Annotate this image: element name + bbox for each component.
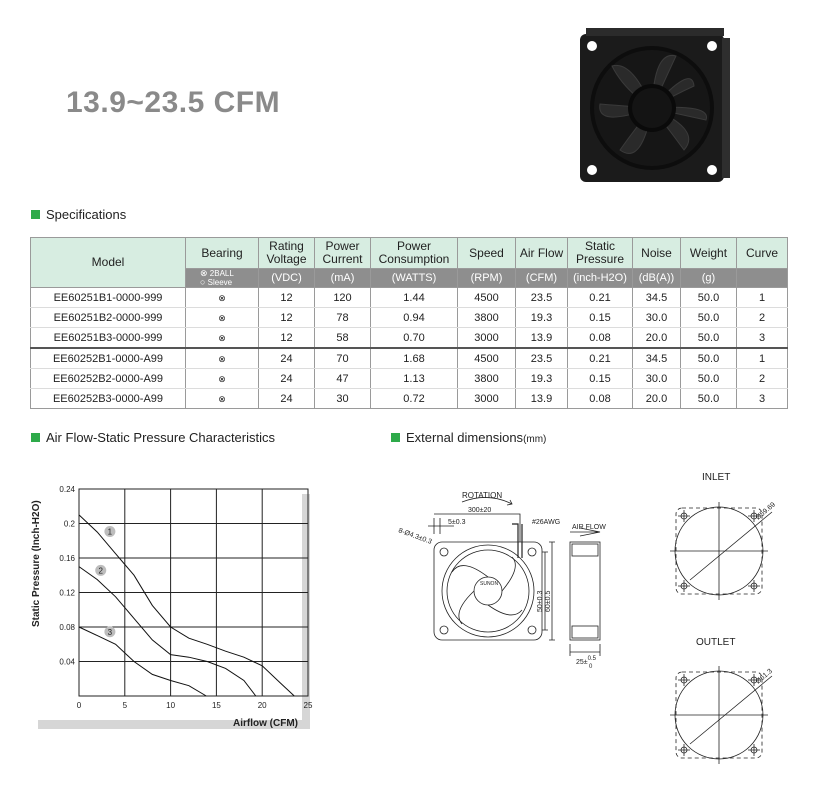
col-consumption: Power Consumption xyxy=(371,238,458,269)
cell-speed: 4500 xyxy=(458,288,516,308)
unit-weight: (g) xyxy=(681,269,737,288)
cell-airflow: 23.5 xyxy=(516,288,568,308)
cell-pressure: 0.21 xyxy=(568,348,633,369)
outlet-label: OUTLET xyxy=(696,637,736,648)
cell-current: 120 xyxy=(315,288,371,308)
cell-speed: 3000 xyxy=(458,328,516,349)
ball-bearing-icon: ⊗ xyxy=(186,369,259,389)
external-dimensions-drawing xyxy=(392,462,812,792)
cell-noise: 34.5 xyxy=(633,348,681,369)
section-bullet-icon xyxy=(31,210,40,219)
col-noise: Noise xyxy=(633,238,681,269)
x-tick-label: 20 xyxy=(257,701,267,710)
cell-voltage: 24 xyxy=(259,348,315,369)
mount-hole xyxy=(528,548,536,556)
y-tick-label: 0.04 xyxy=(59,657,75,667)
chart-background xyxy=(27,482,302,720)
table-row xyxy=(31,328,788,349)
unit-noise: (dB(A)) xyxy=(633,269,681,288)
inlet-diameter-label: Ø59.69 xyxy=(754,501,777,522)
cell-voltage: 12 xyxy=(259,288,315,308)
cell-model: EE60251B2-0000-999 xyxy=(31,308,186,328)
cell-curve: 3 xyxy=(737,328,788,349)
unit-curve xyxy=(737,269,788,288)
rotation-label: ROTATION xyxy=(462,491,503,500)
pq-chart xyxy=(27,482,313,729)
fan-front-ring xyxy=(442,545,534,637)
cell-power: 0.70 xyxy=(371,328,458,349)
cell-weight: 50.0 xyxy=(681,308,737,328)
inlet-label: INLET xyxy=(702,472,731,483)
cell-power: 1.13 xyxy=(371,369,458,389)
unit-speed: (RPM) xyxy=(458,269,516,288)
y-tick-label: 0.24 xyxy=(59,485,75,494)
unit-airflow: (CFM) xyxy=(516,269,568,288)
specifications-table xyxy=(30,237,788,409)
x-tick-label: 0 xyxy=(76,701,82,710)
cell-current: 78 xyxy=(315,308,371,328)
cell-pressure: 0.15 xyxy=(568,369,633,389)
cell-airflow: 23.5 xyxy=(516,348,568,369)
cell-voltage: 12 xyxy=(259,308,315,328)
mount-hole xyxy=(440,626,448,634)
brand-label: SUNON xyxy=(480,581,499,587)
table-row xyxy=(31,389,788,409)
col-speed: Speed xyxy=(458,238,516,269)
cell-current: 70 xyxy=(315,348,371,369)
cell-voltage: 12 xyxy=(259,328,315,349)
cell-current: 58 xyxy=(315,328,371,349)
table-row xyxy=(31,369,788,389)
outlet-diameter-label: Ø61.3 xyxy=(754,667,774,686)
cell-speed: 3800 xyxy=(458,308,516,328)
chart-heading: Air Flow-Static Pressure Characteristics xyxy=(31,430,275,445)
cell-power: 1.68 xyxy=(371,348,458,369)
cell-power: 0.72 xyxy=(371,389,458,409)
x-tick-label: 5 xyxy=(122,701,128,710)
series-marker-label: 3 xyxy=(107,627,113,637)
ball-bearing-icon: ⊗ xyxy=(186,288,259,308)
cell-weight: 50.0 xyxy=(681,288,737,308)
cell-noise: 34.5 xyxy=(633,288,681,308)
unit-pressure: (inch-H2O) xyxy=(568,269,633,288)
x-axis-label: Airflow (CFM) xyxy=(233,718,298,729)
col-model: Model xyxy=(31,238,186,288)
hole-pitch-label: 50±0.3 xyxy=(537,590,544,612)
cell-curve: 2 xyxy=(737,369,788,389)
table-row xyxy=(31,348,788,369)
specifications-heading: Specifications xyxy=(31,207,126,222)
offset-label: 5±0.3 xyxy=(448,519,466,526)
cell-model: EE60251B1-0000-999 xyxy=(31,288,186,308)
col-weight: Weight xyxy=(681,238,737,269)
cell-curve: 1 xyxy=(737,288,788,308)
cell-weight: 50.0 xyxy=(681,389,737,409)
cell-weight: 50.0 xyxy=(681,348,737,369)
col-airflow: Air Flow xyxy=(516,238,568,269)
airflow-direction-label: AIR FLOW xyxy=(572,524,606,531)
table-row xyxy=(31,308,788,328)
cell-airflow: 13.9 xyxy=(516,389,568,409)
cell-pressure: 0.08 xyxy=(568,389,633,409)
unit-current: (mA) xyxy=(315,269,371,288)
ball-bearing-icon: ⊗ xyxy=(186,348,259,369)
col-voltage: Rating Voltage xyxy=(259,238,315,269)
unit-voltage: (VDC) xyxy=(259,269,315,288)
x-tick-label: 15 xyxy=(211,701,221,710)
cell-speed: 3000 xyxy=(458,389,516,409)
depth-sub-label: 0 xyxy=(589,664,593,670)
page-headline: 13.9~23.5 CFM xyxy=(66,86,281,119)
depth-label: 25±0.5 xyxy=(576,656,596,666)
unit-consumption: (WATTS) xyxy=(371,269,458,288)
cell-model: EE60252B1-0000-A99 xyxy=(31,348,186,369)
cell-noise: 20.0 xyxy=(633,328,681,349)
cell-voltage: 24 xyxy=(259,369,315,389)
cell-pressure: 0.15 xyxy=(568,308,633,328)
mount-hole xyxy=(440,548,448,556)
col-current: Power Current xyxy=(315,238,371,269)
cell-model: EE60251B3-0000-999 xyxy=(31,328,186,349)
x-tick-label: 10 xyxy=(166,701,176,710)
mount-hole xyxy=(528,626,536,634)
frame-size-label: 60±0.5 xyxy=(545,590,552,612)
cell-curve: 2 xyxy=(737,308,788,328)
cable-length-label: 300±20 xyxy=(468,507,492,514)
table-row xyxy=(31,288,788,308)
col-pressure: Static Pressure xyxy=(568,238,633,269)
x-tick-label: 25 xyxy=(303,701,313,710)
cell-noise: 30.0 xyxy=(633,308,681,328)
col-curve: Curve xyxy=(737,238,788,269)
section-bullet-icon xyxy=(31,433,40,442)
cell-pressure: 0.21 xyxy=(568,288,633,308)
cell-noise: 20.0 xyxy=(633,389,681,409)
ball-bearing-icon: ⊗ xyxy=(186,389,259,409)
cell-noise: 30.0 xyxy=(633,369,681,389)
cell-speed: 4500 xyxy=(458,348,516,369)
fan-front-frame xyxy=(434,542,542,640)
fan-product-photo xyxy=(572,20,732,188)
ball-bearing-icon: ⊗ xyxy=(186,328,259,349)
y-tick-label: 0.08 xyxy=(59,623,75,632)
fan-side-frame xyxy=(570,542,600,640)
cell-airflow: 13.9 xyxy=(516,328,568,349)
cell-current: 47 xyxy=(315,369,371,389)
col-bearing: Bearing xyxy=(186,238,259,269)
cell-voltage: 24 xyxy=(259,389,315,409)
y-tick-label: 0.2 xyxy=(63,519,75,529)
y-axis-label: Static Pressure (Inch-H2O) xyxy=(31,500,42,627)
awg-label: #26AWG xyxy=(532,519,561,526)
cell-airflow: 19.3 xyxy=(516,369,568,389)
cell-speed: 3800 xyxy=(458,369,516,389)
series-marker-label: 1 xyxy=(107,527,113,537)
dimensions-heading: External dimensions(mm) xyxy=(391,430,546,445)
cell-weight: 50.0 xyxy=(681,369,737,389)
y-tick-label: 0.16 xyxy=(59,554,75,563)
ball-bearing-icon: ⊗ xyxy=(186,308,259,328)
cell-power: 0.94 xyxy=(371,308,458,328)
cell-weight: 50.0 xyxy=(681,328,737,349)
cell-pressure: 0.08 xyxy=(568,328,633,349)
cell-airflow: 19.3 xyxy=(516,308,568,328)
holes-label: 8-Ø4.3±0.3 xyxy=(397,527,433,546)
cell-curve: 1 xyxy=(737,348,788,369)
cell-current: 30 xyxy=(315,389,371,409)
series-marker-label: 2 xyxy=(98,566,103,576)
cell-model: EE60252B2-0000-A99 xyxy=(31,369,186,389)
cell-model: EE60252B3-0000-A99 xyxy=(31,389,186,409)
cell-power: 1.44 xyxy=(371,288,458,308)
cell-curve: 3 xyxy=(737,389,788,409)
y-tick-label: 0.12 xyxy=(59,588,75,598)
section-bullet-icon xyxy=(391,433,400,442)
unit-bearing: ⊗ 2BALL ○ Sleeve xyxy=(186,269,259,288)
